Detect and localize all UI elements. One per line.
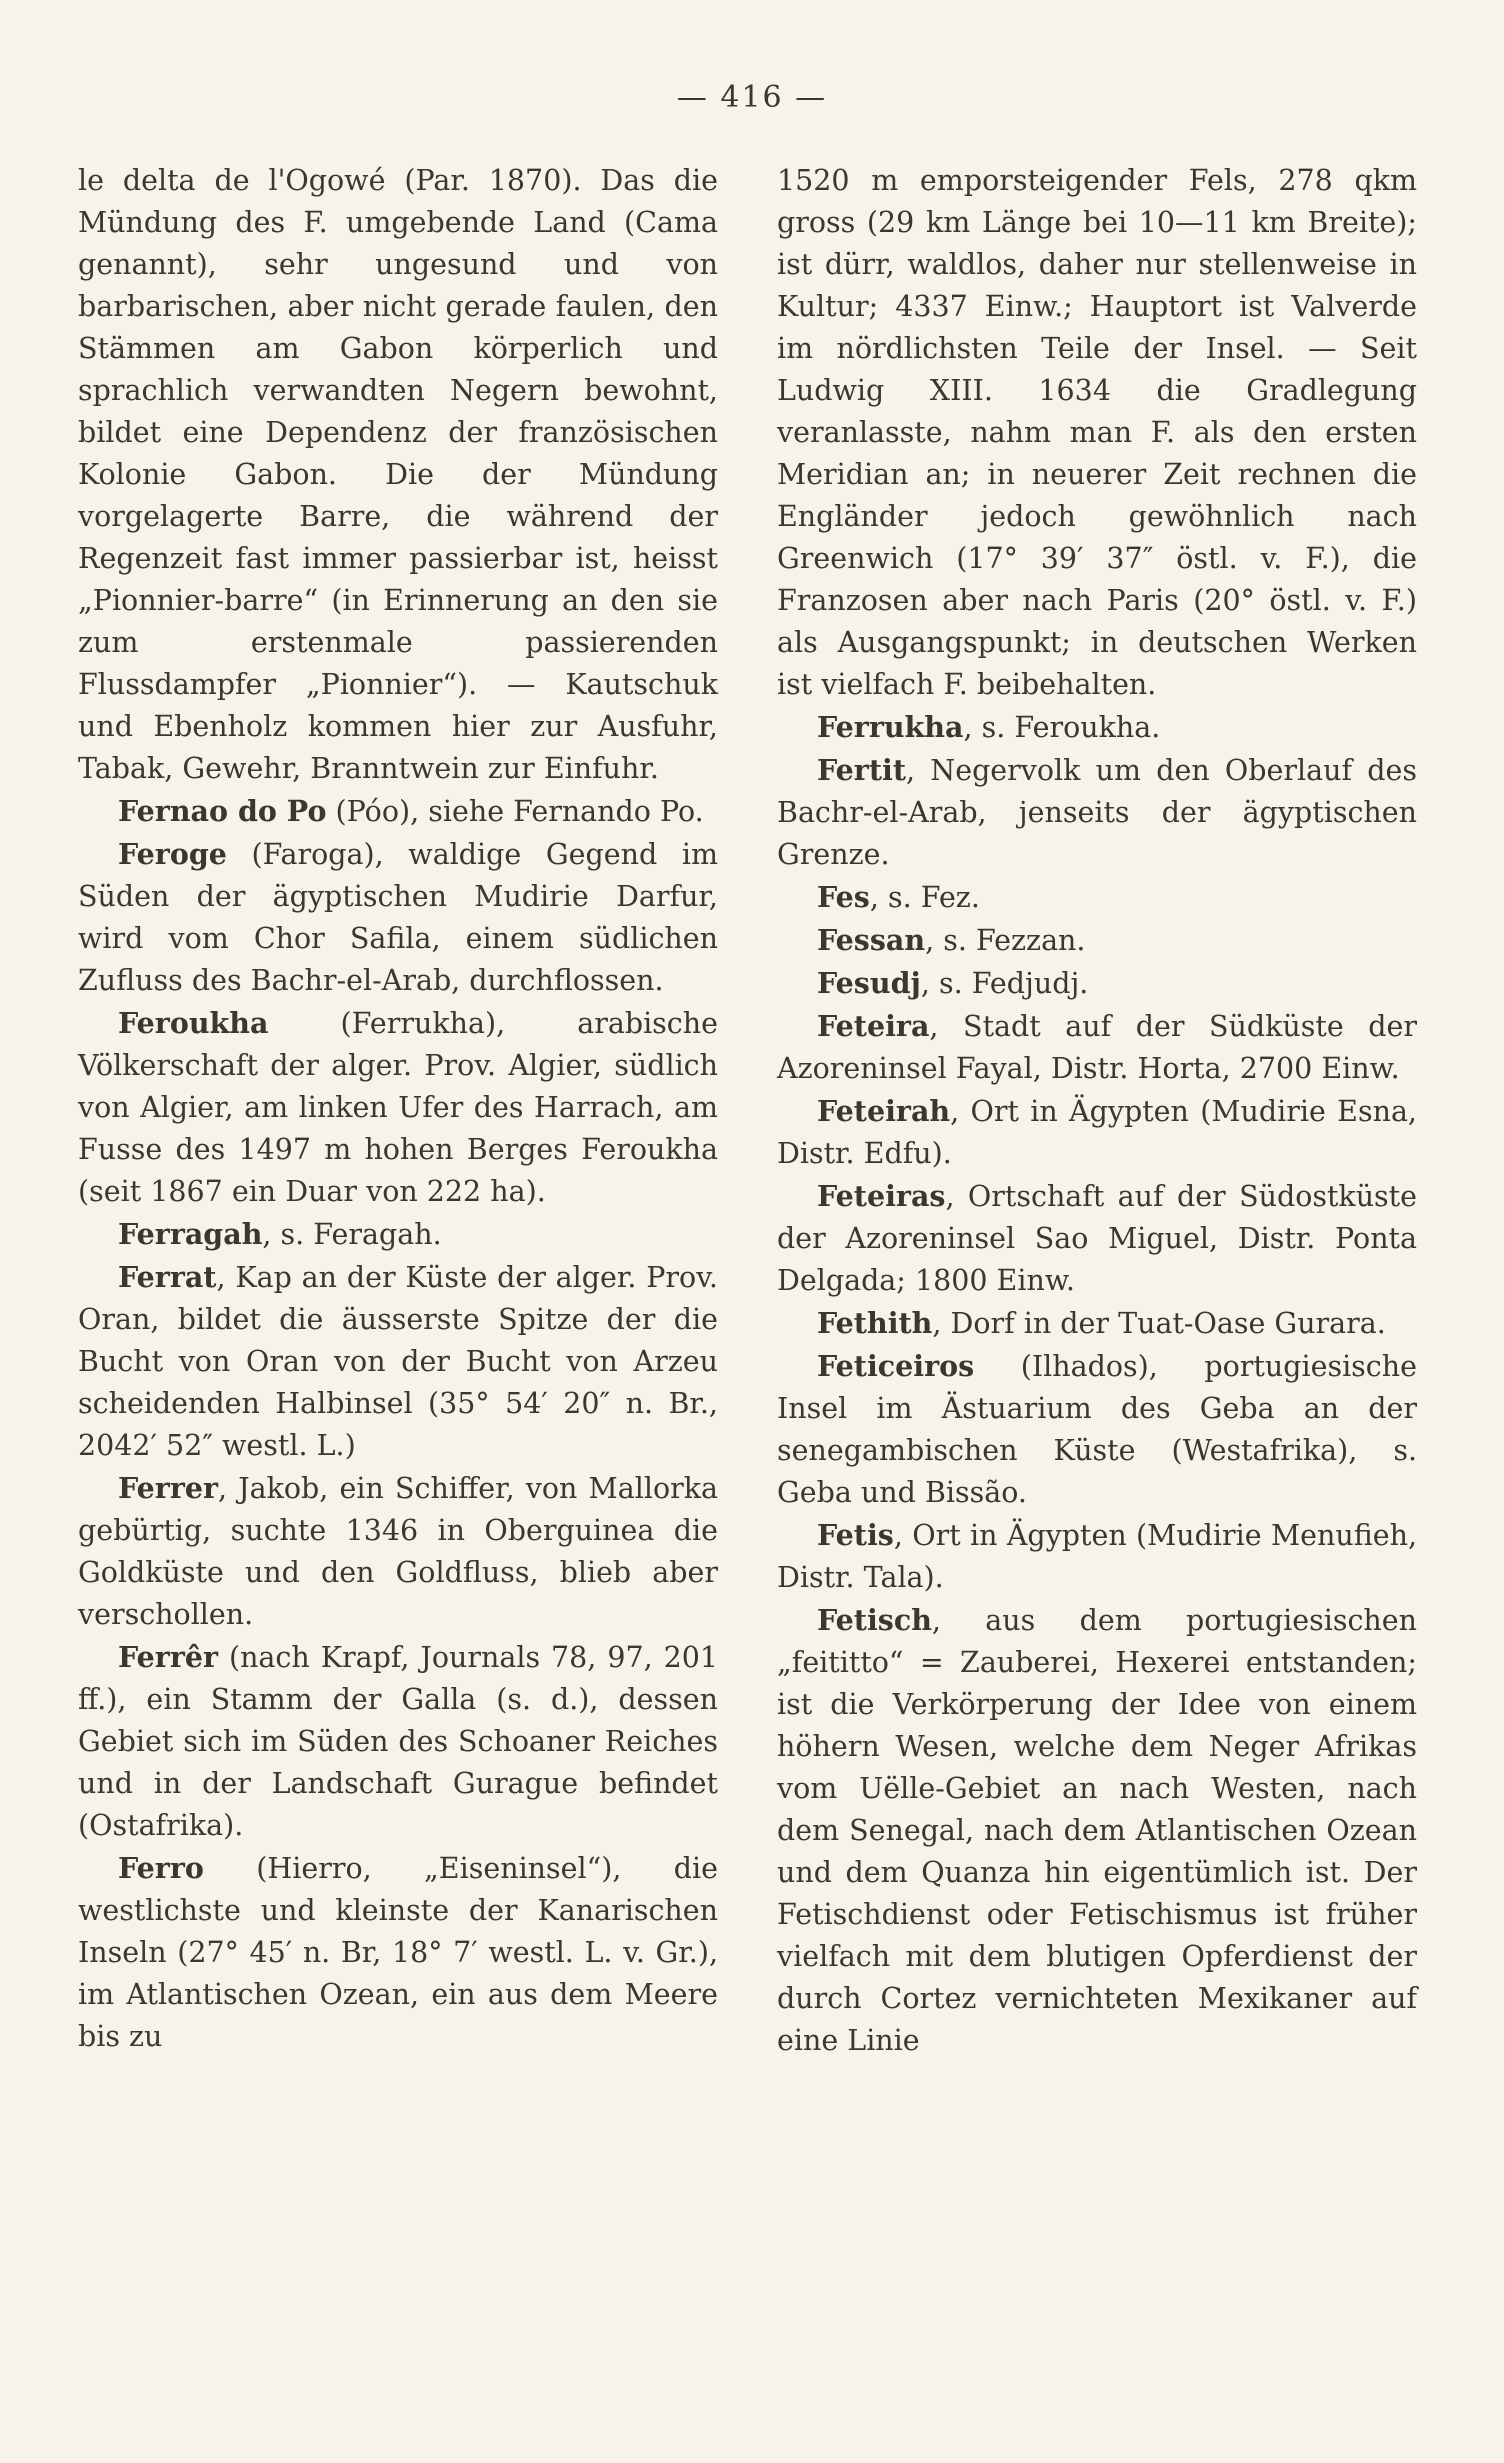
entry-text: , aus dem portugiesischen „feititto“ = Zauberei, Hexerei entstanden; ist die Verkörperung der Idee von einem höhern Wesen, welche dem Neger Afrikas vom Uëlle-Gebiet an nach Westen, nach dem Senegal, nach dem Atlantischen Ozean und dem Quanza hin eigentümlich ist. Der Fetischdienst oder Fetischismus ist früher vielfach mit dem blutigen Opferdienst der durch Cortez vernichteten Mexikaner auf eine Linie xyxy=(777,1604,1417,2057)
entry-text: , Negervolk um den Oberlauf des Bachr-el-Arab, jenseits der ägyptischen Grenze. xyxy=(777,754,1417,871)
dictionary-entry xyxy=(777,1302,1417,1345)
entry-text: (Póo), siehe Fernando Po. xyxy=(326,795,704,828)
left-column xyxy=(78,160,718,2058)
entry-text: , s. Feragah. xyxy=(262,1218,442,1251)
entry-text: , Ort in Ägypten (Mudirie Menufieh, Distr. Tala). xyxy=(777,1519,1417,1594)
entry-headword: Fertit xyxy=(817,753,906,787)
entry-text: , Ortschaft auf der Südostküste der Azoreninsel Sao Miguel, Distr. Ponta Delgada; 1800 Einw. xyxy=(777,1180,1417,1297)
entry-text: , Kap an der Küste der alger. Prov. Oran, bildet die äusserste Spitze der die Bucht von Oran von der Bucht von Arzeu scheidenden Halbinsel (35° 54′ 20″ n. Br., 2042′ 52″ westl. L.) xyxy=(78,1261,718,1462)
dictionary-entry xyxy=(777,1090,1417,1175)
dictionary-entry xyxy=(777,962,1417,1005)
dictionary-entry xyxy=(777,876,1417,919)
dictionary-entry xyxy=(78,790,718,833)
entry-headword: Feroukha xyxy=(118,1006,269,1040)
dictionary-entry xyxy=(777,1514,1417,1599)
dictionary-entry xyxy=(78,1256,718,1467)
entry-headword: Fessan xyxy=(817,923,926,957)
entry-text: , Ort in Ägypten (Mudirie Esna, Distr. Edfu). xyxy=(777,1095,1417,1170)
entry-text: , s. Fezzan. xyxy=(925,924,1086,957)
page-number: — 416 — xyxy=(676,80,828,115)
entry-headword: Feteira xyxy=(817,1009,930,1043)
dictionary-entry xyxy=(78,1636,718,1847)
right-column xyxy=(777,160,1417,2062)
entry-headword: Ferragah xyxy=(118,1217,263,1251)
entry-text: le delta de l'Ogowé (Par. 1870). Das die Mündung des F. umgebende Land (Cama genannt), sehr ungesund und von barbarischen, aber nicht gerade faulen, den Stämmen am Gabon körperlich und sprachlich verwandten Negern bewohnt, bildet eine Dependenz der französischen Kolonie Gabon. Die der Mündung vorgelagerte Barre, die während der Regenzeit fast immer passierbar ist, heisst „Pionnier-barre“ (in Erinnerung an den sie zum erstenmale passierenden Flussdampfer „Pionnier“). — Kautschuk und Ebenholz kommen hier zur Ausfuhr, Tabak, Gewehr, Branntwein zur Einfuhr. xyxy=(78,164,718,785)
entry-text: (Ferrukha), arabische Völkerschaft der alger. Prov. Algier, südlich von Algier, am linken Ufer des Harrach, am Fusse des 1497 m hohen Berges Feroukha (seit 1867 ein Duar von 222 ha). xyxy=(78,1007,718,1208)
entry-headword: Fetisch xyxy=(817,1603,932,1637)
dictionary-entry xyxy=(777,749,1417,876)
entry-headword: Fesudj xyxy=(817,966,921,1000)
dictionary-entry xyxy=(777,160,1417,706)
dictionary-entry xyxy=(78,160,718,790)
dictionary-entry xyxy=(777,1005,1417,1090)
entry-text: 1520 m emporsteigender Fels, 278 qkm gross (29 km Länge bei 10—11 km Breite); ist dürr, waldlos, daher nur stellenweise in Kultur; 4337 Einw.; Hauptort ist Valverde im nördlichsten Teile der Insel. — Seit Ludwig XIII. 1634 die Gradlegung veranlasste, nahm man F. als den ersten Meridian an; in neuerer Zeit rechnen die Engländer jedoch gewöhnlich nach Greenwich (17° 39′ 37″ östl. v. F.), die Franzosen aber nach Paris (20° östl. v. F.) als Ausgangspunkt; in deutschen Werken ist vielfach F. beibehalten. xyxy=(777,164,1417,701)
entry-headword: Ferrukha xyxy=(817,710,964,744)
entry-headword: Ferrat xyxy=(118,1260,217,1294)
dictionary-entry xyxy=(777,1345,1417,1514)
entry-headword: Ferrêr xyxy=(118,1640,218,1674)
entry-headword: Fethith xyxy=(817,1306,933,1340)
entry-text: , s. Fedjudj. xyxy=(920,967,1089,1000)
entry-text: (Ilhados), portugiesische Insel im Ästuarium des Geba an der senegambischen Küste (Westafrika), s. Geba und Bissão. xyxy=(777,1350,1417,1509)
dictionary-entry xyxy=(777,1175,1417,1302)
entry-text: (Faroga), waldige Gegend im Süden der ägyptischen Mudirie Darfur, wird vom Chor Safila, einem südlichen Zufluss des Bachr-el-Arab, durchflossen. xyxy=(78,838,718,997)
entry-text: , s. Fez. xyxy=(869,881,980,914)
entry-headword: Feteirah xyxy=(817,1094,951,1128)
entry-headword: Ferrer xyxy=(118,1471,218,1505)
entry-headword: Feteiras xyxy=(817,1179,946,1213)
dictionary-entry xyxy=(78,1213,718,1256)
entry-headword: Fernao do Po xyxy=(118,794,327,828)
entry-headword: Ferro xyxy=(118,1851,204,1885)
entry-headword: Feticeiros xyxy=(817,1349,975,1383)
entry-text: (nach Krapf, Journals 78, 97, 201 ff.), ein Stamm der Galla (s. d.), dessen Gebiet sich im Süden des Schoaner Reiches und in der Landschaft Gurague befindet (Ostafrika). xyxy=(78,1641,718,1842)
entry-text: , Stadt auf der Südküste der Azoreninsel Fayal, Distr. Horta, 2700 Einw. xyxy=(777,1010,1417,1085)
dictionary-entry xyxy=(777,919,1417,962)
entry-text: , s. Feroukha. xyxy=(963,711,1161,744)
entry-text: , Jakob, ein Schiffer, von Mallorka gebürtig, suchte 1346 in Oberguinea die Goldküste und den Goldfluss, blieb aber verschollen. xyxy=(78,1472,718,1631)
entry-headword: Feroge xyxy=(118,837,227,871)
dictionary-entry xyxy=(78,833,718,1002)
dictionary-entry xyxy=(78,1002,718,1213)
dictionary-entry xyxy=(777,1599,1417,2062)
entry-headword: Fetis xyxy=(817,1518,894,1552)
dictionary-entry xyxy=(78,1467,718,1636)
dictionary-entry xyxy=(777,706,1417,749)
entry-text: (Hierro, „Eiseninsel“), die westlichste und kleinste der Kanarischen Inseln (27° 45′ n. Br, 18° 7′ westl. L. v. Gr.), im Atlantischen Ozean, ein aus dem Meere bis zu xyxy=(78,1852,718,2053)
entry-text: , Dorf in der Tuat-Oase Gurara. xyxy=(932,1307,1386,1340)
dictionary-entry xyxy=(78,1847,718,2058)
entry-headword: Fes xyxy=(817,880,870,914)
